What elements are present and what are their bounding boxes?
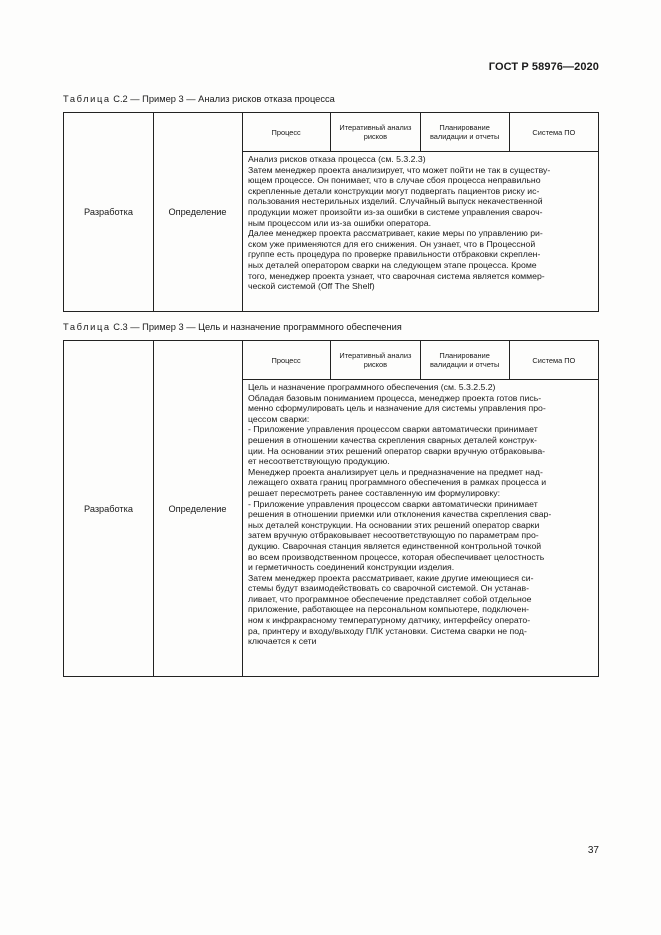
text-line: лежащего охвата границ программного обеспечения в рамках процесса и: [248, 477, 547, 488]
table-c3: [63, 340, 599, 677]
text-line: ции. На основании этих решений оператор сварки вручную отбраковыва-: [248, 445, 546, 456]
stage-cell: [64, 113, 154, 311]
text-line: скрепленные детали конструкции могут подвергать пациентов риску ис-: [248, 185, 540, 196]
text-line: - Приложение управления процессом сварки автоматически принимает: [248, 498, 538, 509]
header-software-system: Система ПО: [532, 127, 576, 137]
text-line: - Приложение управления процессом сварки автоматически принимает: [248, 424, 538, 435]
phase-label: Определение: [168, 503, 227, 514]
document-code: ГОСТ Р 58976—2020: [488, 61, 599, 73]
phase-cell: [153, 113, 243, 311]
text-line: ных деталей оператором сварки на следующем этапе процесса. Кроме: [248, 259, 537, 270]
content-cell: [242, 341, 598, 676]
stage-cell: [64, 341, 154, 676]
phase-label: Определение: [168, 207, 227, 217]
text-line: ческой системой (Off The Shelf): [248, 281, 375, 292]
text-line: Далее менеджер проекта рассматривает, какие меры по управлению ри-: [248, 228, 543, 239]
text-line: Цель и назначение программного обеспечения (см. 5.3.2.5.2): [248, 382, 496, 392]
text-line: менно сформулировать цель и назначение для системы управления про-: [248, 403, 546, 414]
content-cell: [242, 113, 598, 311]
table-caption: [63, 322, 402, 332]
header-software-system: Система ПО: [532, 355, 576, 365]
text-line: продукции может произойти из-за ошибки в системе управления свароч-: [248, 206, 543, 217]
text-line: приложение, работающее на персональном компьютере, подключен-: [248, 604, 530, 615]
text-line: ет несоответствующую продукцию.: [248, 456, 390, 467]
text-line: ливает, что программное обеспечение представляет собой отдельное: [248, 593, 532, 604]
header-validation-planning: Планирование валидации и отчеты: [421, 341, 510, 379]
caption-prefix: Таблица: [63, 94, 111, 104]
phase-cell: [153, 341, 243, 676]
table-body-text: [248, 382, 592, 647]
header-validation-planning: Планирование валидации и отчеты: [421, 113, 510, 151]
table-caption: [63, 94, 335, 104]
stage-label: Разработка: [84, 503, 133, 514]
text-line: Обладая базовым пониманием процесса, менеджер проекта готов пись-: [248, 392, 542, 403]
text-line: цессом сварки:: [248, 413, 310, 424]
text-line: ном к инфракрасному температурному датчику, интерфейсу операто-: [248, 615, 531, 626]
text-line: решает пересмотреть ранее составленную им формулировку:: [248, 487, 501, 498]
text-line: стемы будут взаимодействовать со сварочной системой. Он устанав-: [248, 583, 530, 594]
text-line: Менеджер проекта анализирует цель и предназначение на предмет над-: [248, 466, 543, 477]
header-process: Процесс: [242, 113, 331, 151]
table-c2: [63, 112, 599, 312]
table-body-text: [248, 154, 592, 292]
column-headers: [242, 113, 598, 152]
stage-label: Разработка: [84, 207, 133, 217]
text-line: ных деталей конструкции. На основании этих решений оператор сварки: [248, 519, 540, 530]
text-line: Анализ рисков отказа процесса (см. 5.3.2.3): [248, 154, 426, 164]
text-line: ным процессом или из-за ошибки оператора.: [248, 217, 431, 228]
page-number: 37: [587, 845, 599, 856]
text-line: и герметичность соединений конструкции изделия.: [248, 562, 455, 573]
text-line: ском уже применяются для его снижения. Он узнает, что в Процессной: [248, 238, 536, 249]
text-line: во всем производственном процессе, которая обеспечивает целостность: [248, 551, 545, 562]
header-risk-analysis: Итеративный анализ рисков: [331, 341, 420, 379]
caption-text: С.3 — Пример 3 — Цель и назначение программного обеспечения: [110, 322, 402, 332]
text-line: ра, принтеру и входу/выходу ПЛК установки. Система сварки не под-: [248, 625, 527, 636]
text-line: группе есть процедура по проверке правильности отбраковки скреплен-: [248, 249, 541, 260]
caption-prefix: Таблица: [63, 322, 111, 332]
text-line: решения в отношении качества скрепления сварных деталей конструк-: [248, 434, 537, 445]
caption-text: С.2 — Пример 3 — Анализ рисков отказа процесса: [110, 94, 335, 104]
header-process: Процесс: [242, 341, 331, 379]
text-line: Затем менеджер проекта рассматривает, какие другие имеющиеся си-: [248, 572, 534, 583]
text-line: того, менеджер проекта узнает, что сварочная система является коммер-: [248, 270, 545, 281]
text-line: дукцию. Сварочная станция является единственной контрольной точкой: [248, 540, 542, 551]
text-line: решения в отношении приемки или отклонения качества скрепления свар-: [248, 509, 552, 520]
text-line: пользования нестерильных изделий. Случайный выпуск некачественной: [248, 196, 543, 207]
text-line: затем вручную отбраковывает несоответствующую по параметрам про-: [248, 530, 539, 541]
text-line: Затем менеджер проекта анализирует, что может пойти не так в существу-: [248, 164, 551, 175]
header-risk-analysis: Итеративный анализ рисков: [331, 113, 420, 151]
column-headers: [242, 341, 598, 380]
text-line: ющем процессе. Он понимает, что в случае сбоя процесса неправильно: [248, 175, 541, 186]
text-line: ключается к сети: [248, 636, 317, 647]
